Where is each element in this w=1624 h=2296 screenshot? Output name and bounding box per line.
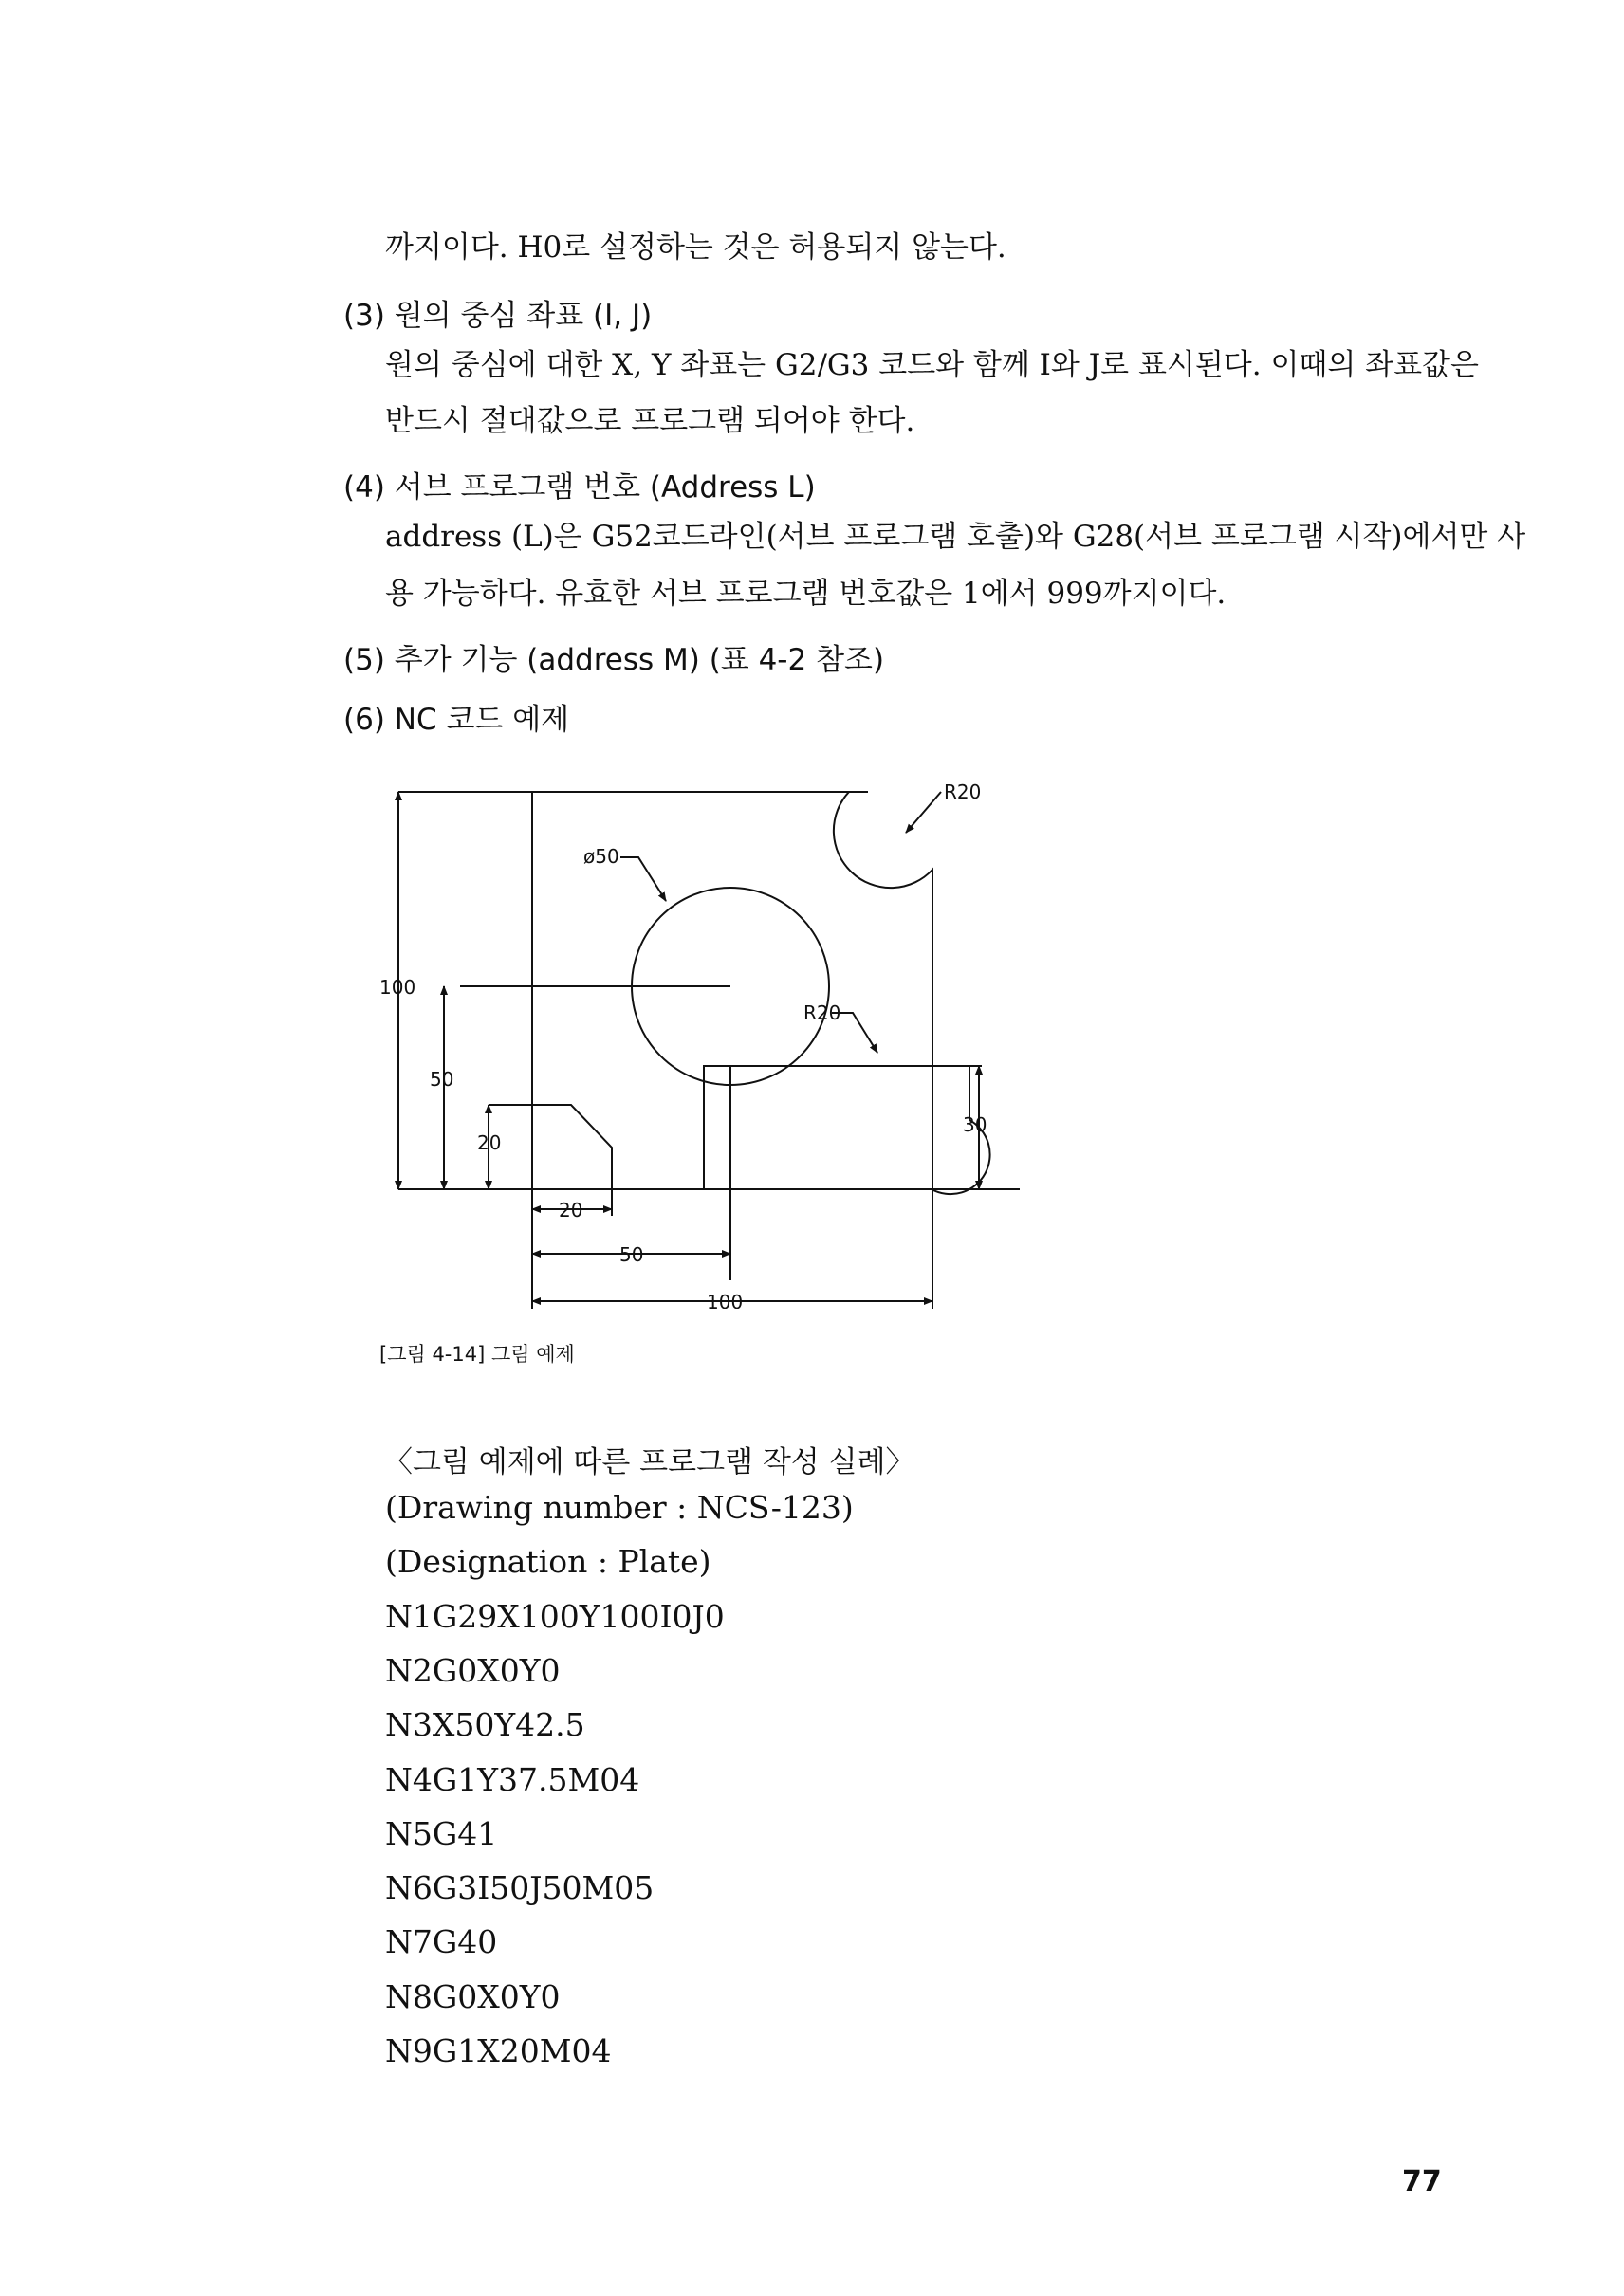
program-line: N6G3I50J50M05 [385,1869,655,1906]
program-line: (Designation : Plate) [385,1543,711,1580]
program-line: N4G1Y37.5M04 [385,1761,640,1798]
label-dim-30-vertical: 30 [963,1113,987,1136]
label-dim-50-vertical: 50 [430,1068,454,1091]
section-body-line: 원의 중심에 대한 X, Y 좌표는 G2/G3 코드와 함께 I와 J로 표시된다. 이때의 좌표값은 [385,348,1479,382]
program-line: N1G29X100Y100I0J0 [385,1598,725,1635]
section-heading-extra-functions: (5) 추가 기능 (address M) (표 4-2 참조) [343,643,885,677]
section-heading-subprogram-number: (4) 서브 프로그램 번호 (Address L) [343,470,816,505]
label-diameter-50: ø50 [583,845,619,868]
label-dim-100-vertical: 100 [379,976,416,999]
figure-caption: [그림 4-14] 그림 예제 [379,1343,575,1366]
program-line: (Drawing number : NCS-123) [385,1489,854,1526]
section-body-line: 용 가능하다. 유효한 서브 프로그램 번호값은 1에서 999까지이다. [385,577,1227,611]
program-line: N5G41 [385,1815,498,1852]
label-r20-bottom: R20 [803,1001,841,1024]
program-line: N9G1X20M04 [385,2032,612,2069]
intro-line: 까지이다. H0로 설정하는 것은 허용되지 않는다. [385,230,1006,265]
part-outline-main [451,792,932,1309]
program-line: N2G0X0Y0 [385,1652,561,1689]
part-outline [532,1066,1020,1194]
section-body-line: 반드시 절대값으로 프로그램 되어야 한다. [385,404,915,438]
page-number: 77 [1402,2165,1442,2198]
label-dim-20-vertical: 20 [477,1131,502,1154]
section-body-line: address (L)은 G52코드라인(서브 프로그램 호출)와 G28(서브 프로그램 시작)에서만 사 [385,520,1526,554]
program-line: N3X50Y42.5 [385,1706,585,1743]
program-line: N8G0X0Y0 [385,1978,561,2015]
technical-drawing [375,778,1020,1309]
label-dim-20-horizontal: 20 [559,1199,583,1221]
program-title: 〈그림 예제에 따른 프로그램 작성 실례〉 [383,1445,915,1479]
label-dim-50-horizontal: 50 [619,1243,644,1266]
section-heading-center-coordinates: (3) 원의 중심 좌표 (I, J) [343,299,653,333]
label-dim-100-horizontal: 100 [707,1291,744,1309]
label-r20-top: R20 [944,781,982,803]
section-heading-nc-code-example: (6) NC 코드 예제 [343,703,570,737]
program-line: N7G40 [385,1923,498,1960]
